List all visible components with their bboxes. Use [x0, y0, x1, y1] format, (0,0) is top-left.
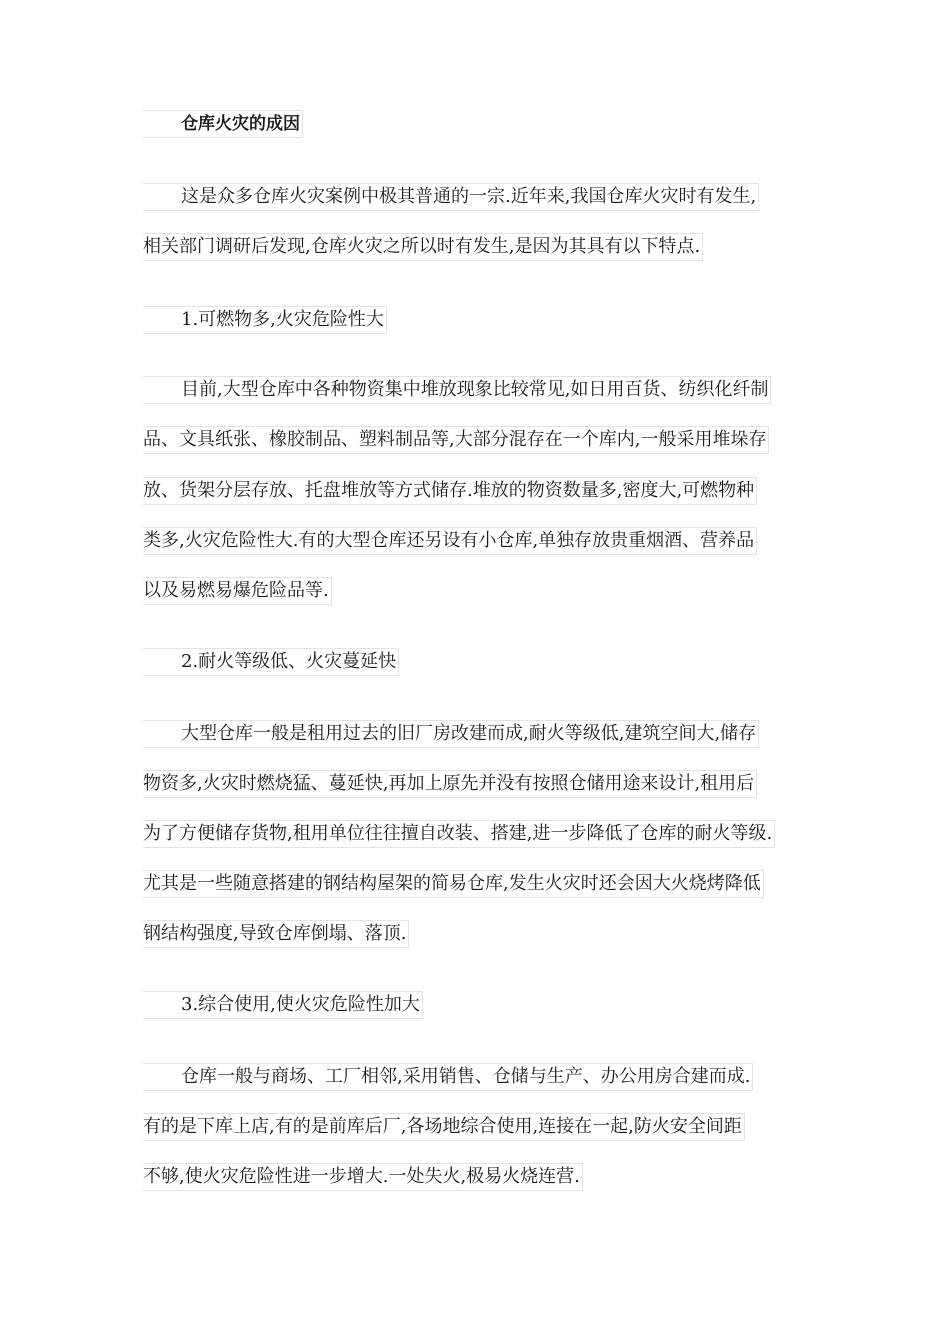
paragraph-line: 目前,大型仓库中各种物资集中堆放现象比较常见,如日用百货、纺织化纤制 [143, 376, 771, 404]
paragraph-line: 钢结构强度,导致仓库倒塌、落顶. [143, 920, 409, 948]
paragraph-line: 大型仓库一般是租用过去的旧厂房改建而成,耐火等级低,建筑空间大,储存 [143, 720, 759, 748]
paragraph-line: 物资多,火灾时燃烧猛、蔓延快,再加上原先并没有按照仓储用途来设计,租用后 [143, 770, 757, 798]
intro-line: 这是众多仓库火灾案例中极其普通的一宗.近年来,我国仓库火灾时有发生, [143, 183, 759, 211]
paragraph-line: 放、货架分层存放、托盘堆放等方式储存.堆放的物资数量多,密度大,可燃物种 [143, 477, 757, 505]
paragraph-line: 以及易燃易爆危险品等. [143, 577, 332, 605]
paragraph-line: 为了方便储存货物,租用单位往往擅自改装、搭建,进一步降低了仓库的耐火等级. [143, 820, 775, 848]
section-heading: 2.耐火等级低、火灾蔓延快 [143, 648, 399, 676]
paragraph-line: 类多,火灾危险性大.有的大型仓库还另设有小仓库,单独存放贵重烟酒、营养品 [143, 527, 757, 555]
intro-line: 相关部门调研后发现,仓库火灾之所以时有发生,是因为其具有以下特点. [143, 233, 703, 261]
section-heading: 3.综合使用,使火灾危险性加大 [143, 991, 423, 1019]
paragraph-line: 不够,使火灾危险性进一步增大.一处失火,极易火烧连营. [143, 1163, 583, 1191]
paragraph-line: 仓库一般与商场、工厂相邻,采用销售、仓储与生产、办公用房合建而成. [143, 1063, 753, 1091]
paragraph-line: 有的是下库上店,有的是前库后厂,各场地综合使用,连接在一起,防火安全间距 [143, 1113, 745, 1141]
section-heading: 1.可燃物多,火灾危险性大 [143, 306, 387, 334]
paragraph-line: 品、文具纸张、橡胶制品、塑料制品等,大部分混存在一个库内,一般采用堆垛存 [143, 426, 769, 454]
document-title: 仓库火灾的成因 [143, 110, 303, 138]
paragraph-line: 尤其是一些随意搭建的钢结构屋架的简易仓库,发生火灾时还会因大火烧烤降低 [143, 870, 764, 898]
